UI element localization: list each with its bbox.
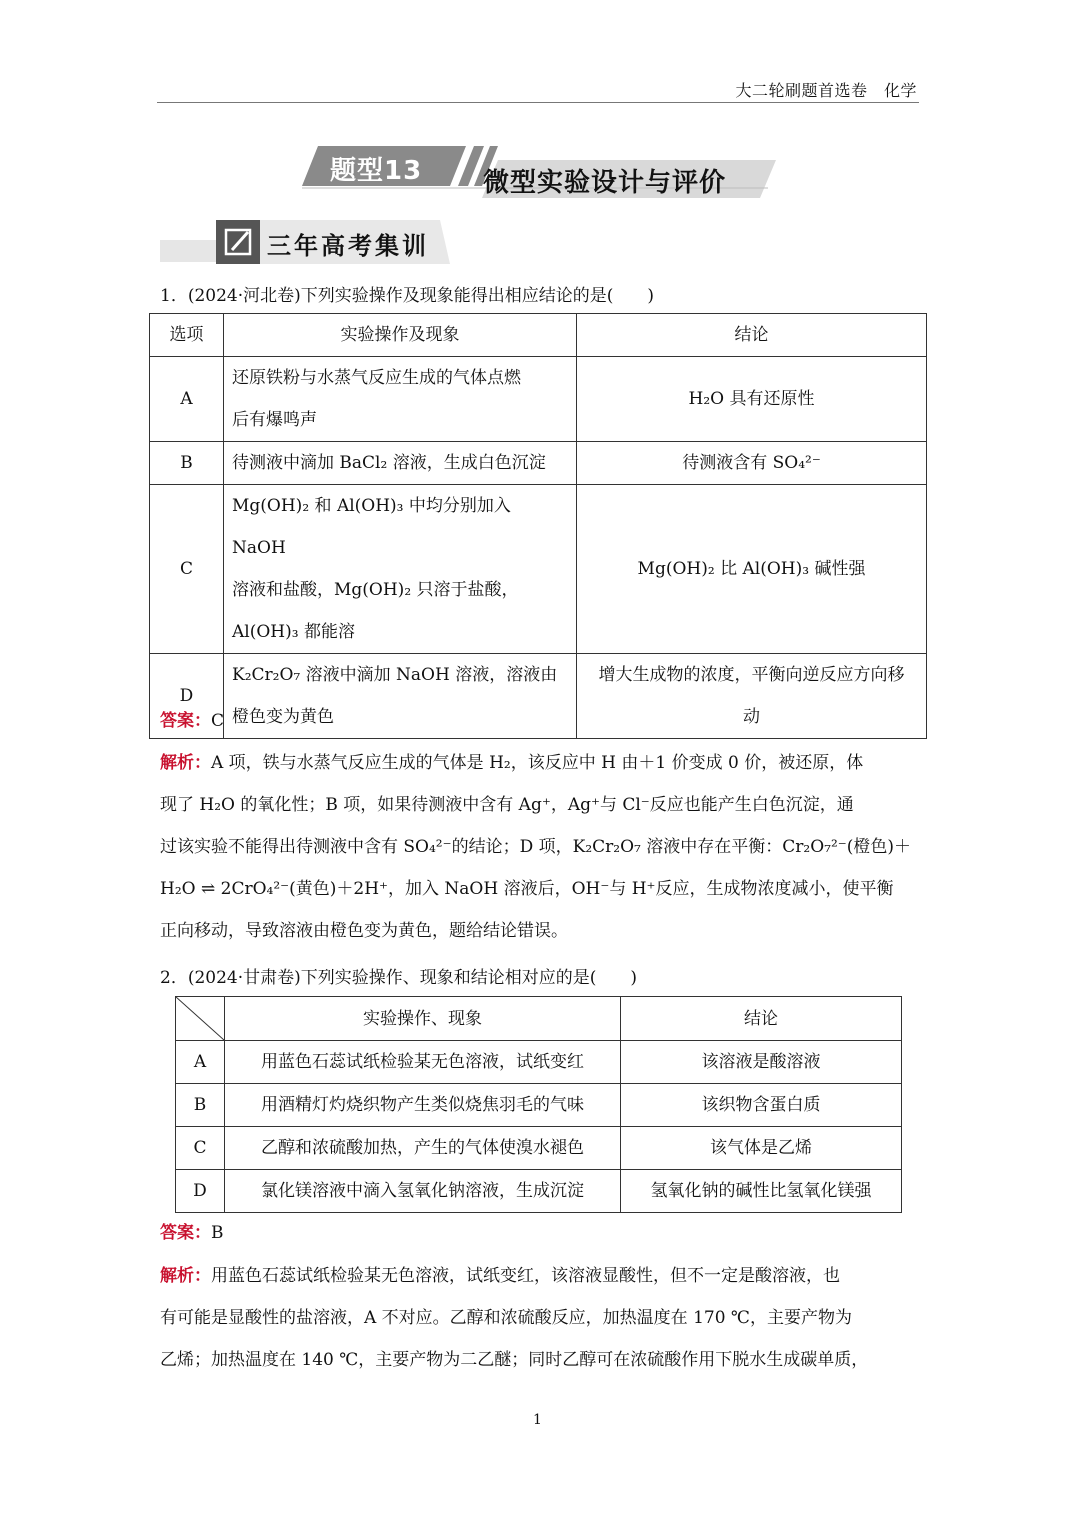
analysis-line: H₂O ⇌ 2CrO₄²⁻(黄色)＋2H⁺，加入 NaOH 溶液后，OH⁻与 H⁺反应，生成物浓度减小，使平衡 <box>160 879 894 899</box>
q1-answer <box>160 700 920 742</box>
page-number: 1 <box>533 1412 542 1428</box>
table-row <box>150 485 927 654</box>
option-cell: C <box>176 1127 225 1170</box>
header-cell: 结论 <box>577 314 927 357</box>
option-cell: B <box>150 442 224 485</box>
header-title: 大二轮刷题首选卷 化学 <box>735 81 917 100</box>
analysis-line: 有可能是显酸性的盐溶液，A 不对应。乙醇和浓硫酸反应，加热温度在 170 ℃，主要产物为 <box>160 1308 852 1328</box>
q1-analysis <box>160 742 920 952</box>
section-title: 三年高考集训 <box>267 232 429 260</box>
operation-cell: 乙醇和浓硫酸加热，产生的气体使溴水褪色 <box>225 1127 621 1170</box>
operation-cell: 用酒精灯灼烧织物产生类似烧焦羽毛的气味 <box>225 1084 621 1127</box>
option-cell: D <box>150 654 224 739</box>
cell-line: 溶液和盐酸，Mg(OH)₂ 只溶于盐酸， <box>232 580 519 600</box>
cell-line: Al(OH)₃ 都能溶 <box>232 622 355 642</box>
diagonal-header-cell <box>176 997 225 1041</box>
analysis-line: 解析：用蓝色石蕊试纸检验某无色溶液，试纸变红，该溶液显酸性，但不一定是酸溶液，也 <box>160 1266 840 1286</box>
q2-analysis <box>160 1255 920 1381</box>
table-header-row <box>176 997 902 1041</box>
analysis-line: 解析：A 项，铁与水蒸气反应生成的气体是 H₂，该反应中 H 由＋1 价变成 0 价，被还原，体 <box>160 753 864 773</box>
analysis-line: 乙烯；加热温度在 140 ℃，主要产物为二乙醚；同时乙醇可在浓硫酸作用下脱水生成碳单质， <box>160 1350 869 1370</box>
cell-line: 还原铁粉与水蒸气反应生成的气体点燃 <box>232 368 521 388</box>
table-row <box>176 1127 902 1170</box>
conclusion-cell: Mg(OH)₂ 比 Al(OH)₃ 碱性强 <box>577 485 927 654</box>
analysis-line: 现了 H₂O 的氧化性；B 项，如果待测液中含有 Ag⁺，Ag⁺与 Cl⁻反应也能产生白色沉淀，通 <box>160 795 854 815</box>
answer-value: C <box>211 711 225 731</box>
conclusion-cell: H₂O 具有还原性 <box>577 357 927 442</box>
cell-line: Mg(OH)₂ 和 Al(OH)₃ 中均分别加入 NaOH <box>232 496 511 558</box>
analysis-line: 正向移动，导致溶液由橙色变为黄色，题给结论错误。 <box>160 921 568 941</box>
q2-table <box>175 996 902 1213</box>
conclusion-cell: 氢氧化钠的碱性比氢氧化镁强 <box>621 1170 902 1213</box>
header-cell: 实验操作、现象 <box>225 997 621 1041</box>
conclusion-cell: 该溶液是酸溶液 <box>621 1041 902 1084</box>
analysis-line: 过该实验不能得出待测液中含有 SO₄²⁻的结论；D 项，K₂Cr₂O₇ 溶液中存在平衡：Cr₂O₇²⁻(橙色)＋ <box>160 837 911 857</box>
cell-line: K₂Cr₂O₇ 溶液中滴加 NaOH 溶液，溶液由 <box>232 665 558 685</box>
option-cell: B <box>176 1084 225 1127</box>
operation-cell: 用蓝色石蕊试纸检验某无色溶液，试纸变红 <box>225 1041 621 1084</box>
operation-cell: 待测液中滴加 BaCl₂ 溶液，生成白色沉淀 <box>224 442 577 485</box>
table-header-row <box>150 314 927 357</box>
cell-line: 增大生成物的浓度，平衡向逆反应方向移 <box>598 665 905 685</box>
conclusion-cell: 该气体是乙烯 <box>621 1127 902 1170</box>
header-cell: 结论 <box>621 997 902 1041</box>
header-rule <box>157 102 919 103</box>
conclusion-cell: 待测液含有 SO₄²⁻ <box>577 442 927 485</box>
answer-label: 答案： <box>160 1223 211 1243</box>
option-cell: C <box>150 485 224 654</box>
topic-title: 微型实验设计与评价 <box>483 168 727 198</box>
analysis-label: 解析： <box>160 753 211 773</box>
option-cell: A <box>176 1041 225 1084</box>
answer-value: B <box>211 1223 224 1243</box>
topic-number: 题型13 <box>330 156 423 186</box>
cell-line: 后有爆鸣声 <box>232 410 317 430</box>
operation-cell: 氯化镁溶液中滴入氢氧化钠溶液，生成沉淀 <box>225 1170 621 1213</box>
q1-stem: 1．(2024·河北卷)下列实验操作及现象能得出相应结论的是( ) <box>160 286 655 306</box>
q1-table <box>149 313 927 739</box>
option-cell: A <box>150 357 224 442</box>
header-cell: 实验操作及现象 <box>224 314 577 357</box>
answer-label: 答案： <box>160 711 211 731</box>
q2-answer <box>160 1212 920 1254</box>
analysis-label: 解析： <box>160 1266 211 1286</box>
cell-line: 动 <box>743 707 760 727</box>
table-row <box>150 442 927 485</box>
operation-cell <box>224 485 577 654</box>
table-row <box>176 1041 902 1084</box>
cell-line: 橙色变为黄色 <box>232 707 334 727</box>
q2-stem: 2．(2024·甘肃卷)下列实验操作、现象和结论相对应的是( ) <box>160 968 638 988</box>
table-row <box>176 1170 902 1213</box>
option-cell: D <box>176 1170 225 1213</box>
conclusion-cell: 该织物含蛋白质 <box>621 1084 902 1127</box>
table-row <box>150 357 927 442</box>
header-cell: 选项 <box>150 314 224 357</box>
table-row <box>176 1084 902 1127</box>
operation-cell <box>224 357 577 442</box>
